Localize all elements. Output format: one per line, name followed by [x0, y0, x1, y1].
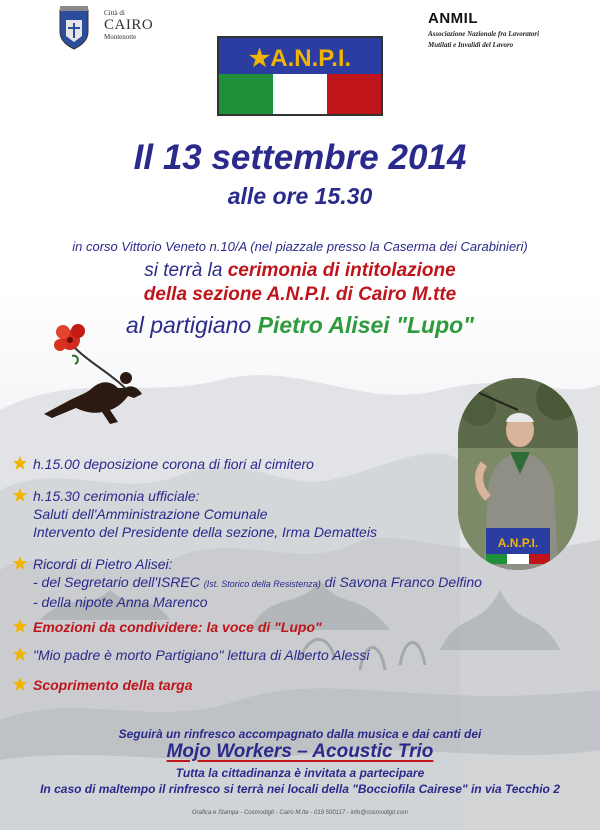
- program-item-2: [14, 487, 377, 541]
- city-name-block: [104, 10, 153, 41]
- program-item-4-text: Emozioni da condividere: la voce di "Lupo": [33, 619, 322, 635]
- footer-line4: In caso di maltempo il rinfresco si terrà nei locali della "Bocciofila Cairese" in via Tecchio 2: [40, 782, 560, 796]
- anpi-flag-logo: [217, 36, 383, 116]
- anmil-logo: ANMIL: [428, 10, 478, 27]
- star-icon: [12, 555, 28, 571]
- city-crest-icon: [56, 6, 92, 50]
- partisan-silhouette-icon: [30, 318, 170, 428]
- anpi-logo-text: ★A.N.P.I.: [248, 45, 352, 72]
- program-item-3-sub-a: [33, 573, 482, 593]
- speaker-photo-image: [458, 378, 578, 570]
- star-icon: [12, 455, 28, 471]
- event-line3: della sezione A.N.P.I. di Cairo M.tte: [143, 284, 457, 305]
- city-name: CAIRO: [104, 17, 154, 33]
- program-item-6-text: Scoprimento della targa: [33, 677, 193, 693]
- sub-a-suffix: di Savona Franco Delfino: [320, 574, 482, 590]
- print-credits: Grafica e Stampa - Cosmodigit - Cairo M.tte - 019 500117 - info@cosmodigit.com: [191, 810, 409, 816]
- star-icon: [12, 487, 28, 503]
- program-item-3: [14, 555, 482, 611]
- star-icon: [12, 676, 28, 692]
- program-item-2-text: h.15.30 cerimonia ufficiale:: [33, 488, 200, 504]
- anmil-logo-block: [428, 10, 578, 49]
- program-item-1: [14, 455, 314, 473]
- line4-prefix: al partigiano: [125, 312, 258, 338]
- partisan-name: Pietro Alisei "Lupo": [257, 312, 475, 338]
- speaker-photo: [458, 378, 578, 570]
- line2-prefix: si terrà la: [144, 260, 228, 281]
- program-item-5-text: "Mio padre è morto Partigiano" lettura di Alberto Alessi: [33, 647, 370, 663]
- program-item-4: [14, 618, 322, 636]
- anmil-line1: Associazione Nazionale fra Lavoratori: [428, 30, 540, 38]
- footer-line1: Seguirà un rinfresco accompagnato dalla musica e dai canti dei: [118, 727, 482, 741]
- program-item-3-sub-b: - della nipote Anna Marenco: [33, 594, 208, 610]
- city-prefix: Città di: [104, 9, 125, 17]
- city-suffix: Montenotte: [104, 33, 137, 41]
- anmil-line2: Mutilati e Invalidi del Lavoro: [428, 41, 514, 50]
- program-item-1-text: h.15.00 deposizione corona di fiori al cimitero: [33, 456, 314, 472]
- star-icon: [12, 646, 28, 662]
- event-date: Il 13 settembre 2014: [133, 138, 467, 177]
- star-icon: [12, 618, 28, 634]
- program-item-2-sub-1: Saluti dell'Amministrazione Comunale: [33, 506, 268, 522]
- program-item-3-text: Ricordi di Pietro Alisei:: [33, 556, 173, 572]
- event-line2: [0, 260, 600, 282]
- footer-band: [0, 741, 600, 763]
- photo-badge-text: A.N.P.I.: [497, 536, 539, 550]
- event-time: alle ore 15.30: [227, 183, 373, 209]
- footer-line3: Tutta la cittadinanza è invitata a partecipare: [175, 766, 425, 780]
- sub-a-small: (Ist. Storico della Resistenza): [203, 579, 321, 589]
- program-item-2-sub-2: Intervento del Presidente della sezione, Irma Dematteis: [33, 524, 377, 540]
- program-item-5: [14, 646, 370, 664]
- sub-a-prefix: - del Segretario dell'ISREC: [33, 574, 204, 590]
- line2-highlight: cerimonia di intitolazione: [227, 260, 456, 281]
- band-name: Mojo Workers – Acoustic Trio: [166, 741, 434, 762]
- program-item-6: [14, 676, 192, 694]
- event-location: in corso Vittorio Veneto n.10/A (nel piazzale presso la Caserma dei Carabinieri): [72, 239, 528, 254]
